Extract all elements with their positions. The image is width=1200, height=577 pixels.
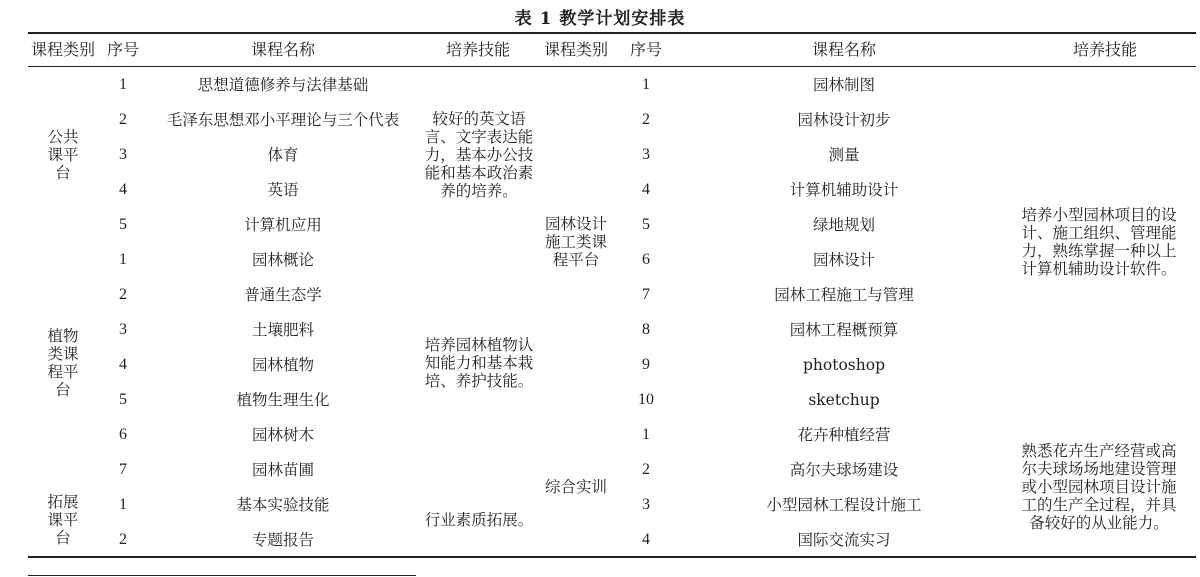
row-seq: 3: [119, 145, 127, 163]
row-course-name: 高尔夫球场建设: [789, 460, 899, 479]
row-course-name: 园林树木: [251, 425, 314, 444]
row-course-name: 专题报告: [251, 530, 314, 549]
row-course-name: 园林工程施工与管理: [774, 285, 914, 304]
header-category-left: 课程类别: [30, 40, 95, 59]
row-seq: 3: [119, 320, 127, 338]
skills-design: 培养小型园林项目的设计、施工组织、管理能力，熟练掌握一种以上计算机辅助设计软件。: [1021, 206, 1177, 278]
row-seq: 1: [642, 75, 650, 93]
header-seq-right: 序号: [629, 40, 662, 59]
row-course-name: 测量: [828, 145, 860, 164]
skills-public: 较好的英文语言、文字表达能力，基本办公技能和基本政治素养的培养。: [424, 109, 534, 200]
skills-practice: 熟悉花卉生产经营或高尔夫球场场地建设管理或小型园林项目设计施工的生产全过程，并具备较好的从业能力。: [1021, 441, 1177, 532]
row-course-name: 园林工程概预算: [789, 320, 899, 339]
row-seq: 1: [119, 250, 127, 268]
row-course-name: sketchup: [808, 390, 880, 409]
row-course-name: 小型园林工程设计施工: [766, 495, 922, 514]
row-course-name: 体育: [267, 145, 299, 164]
row-seq: 7: [119, 460, 127, 478]
row-course-name: 计算机辅助设计: [789, 180, 899, 199]
row-course-name: 园林设计初步: [797, 110, 891, 129]
row-course-name: 绿地规划: [812, 215, 875, 234]
row-course-name: 国际交流实习: [797, 530, 891, 549]
header-category-right: 课程类别: [543, 40, 608, 59]
table-caption: 表 1 教学计划安排表: [514, 9, 686, 29]
row-course-name: 花卉种植经营: [797, 425, 891, 444]
row-seq: 2: [119, 285, 127, 303]
category-extension: 拓展课平台: [47, 493, 79, 547]
row-course-name: 思想道德修养与法律基础: [197, 75, 369, 94]
row-seq: 5: [119, 390, 127, 408]
skills-plant: 培养园林植物认知能力和基本栽培、养护技能。: [424, 336, 534, 390]
header-seq-left: 序号: [106, 40, 139, 59]
category-design: 园林设计施工类课程平台: [544, 215, 607, 269]
header-course-left: 课程名称: [250, 40, 315, 59]
row-seq: 2: [642, 110, 650, 128]
row-course-name: 园林概论: [251, 250, 314, 269]
row-seq: 3: [642, 145, 650, 163]
row-seq: 2: [119, 110, 127, 128]
row-seq: 4: [119, 355, 127, 373]
row-course-name: 植物生理生化: [236, 390, 330, 409]
row-seq: 5: [119, 215, 127, 233]
row-course-name: 园林植物: [251, 355, 314, 374]
row-seq: 2: [119, 530, 127, 548]
row-course-name: 园林设计: [812, 250, 875, 269]
row-course-name: 园林苗圃: [251, 460, 314, 479]
header-course-right: 课程名称: [811, 40, 876, 59]
row-course-name: 园林制图: [812, 75, 875, 94]
category-public: 公共课平台: [47, 127, 79, 182]
header-skills-left: 培养技能: [445, 40, 510, 59]
row-seq: 8: [642, 320, 650, 338]
row-course-name: 计算机应用: [244, 215, 322, 234]
row-seq: 4: [119, 180, 127, 198]
row-course-name: 普通生态学: [244, 285, 322, 304]
row-seq: 6: [119, 425, 127, 443]
row-course-name: 土壤肥料: [251, 320, 314, 339]
row-seq: 9: [642, 355, 650, 373]
row-seq: 1: [119, 75, 127, 93]
row-seq: 3: [642, 495, 650, 513]
row-seq: 4: [642, 180, 650, 198]
row-seq: 1: [119, 495, 127, 513]
row-course-name: 基本实验技能: [236, 495, 330, 514]
row-course-name: 英语: [267, 180, 299, 199]
header-skills-right: 培养技能: [1072, 40, 1137, 59]
row-seq: 6: [642, 250, 650, 268]
row-course-name: photoshop: [803, 355, 885, 374]
row-seq: 1: [642, 425, 650, 443]
category-practice: 综合实训: [544, 477, 607, 496]
row-seq: 4: [642, 530, 650, 548]
row-seq: 2: [642, 460, 650, 478]
row-seq: 5: [642, 215, 650, 233]
footnote-rule: [28, 575, 416, 576]
skills-extension: 行业素质拓展。: [424, 511, 534, 529]
row-course-name: 毛泽东思想邓小平理论与三个代表: [166, 110, 400, 129]
row-seq: 10: [638, 390, 654, 408]
category-plant: 植物类课程平台: [47, 327, 79, 399]
row-seq: 7: [642, 285, 650, 303]
